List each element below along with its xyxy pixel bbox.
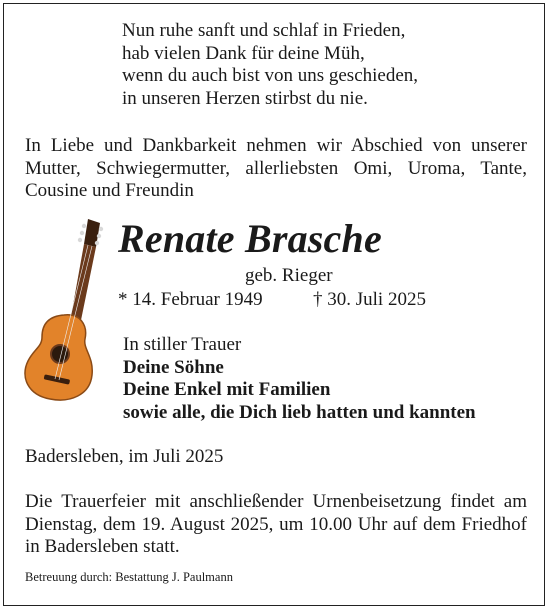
birth-date: * 14. Februar 1949 bbox=[118, 289, 263, 310]
place-date: Badersleben, im Juli 2025 bbox=[25, 446, 224, 467]
mourners-intro: In stiller Trauer bbox=[123, 334, 242, 355]
ceremony-text: Die Trauerfeier mit anschließender Urnenbeisetzung findet am Dienstag, dem 19. August 2025, um 10.00 Uhr auf dem Friedhof in Badersleben statt. bbox=[25, 491, 527, 557]
poem bbox=[122, 20, 418, 110]
mourner-line: sowie alle, die Dich lieb hatten und kannten bbox=[123, 401, 476, 423]
poem-line: wenn du auch bist von uns geschieden, bbox=[122, 65, 419, 86]
poem-line: hab vielen Dank für deine Müh, bbox=[122, 42, 365, 64]
poem-line: in unseren Herzen stirbst du nie. bbox=[122, 87, 368, 109]
birth-name: geb. Rieger bbox=[245, 265, 333, 286]
mourner-line: Deine Söhne bbox=[123, 356, 224, 378]
guitar-icon bbox=[22, 217, 106, 403]
funeral-home-credit: Betreuung durch: Bestattung J. Paulmann bbox=[25, 570, 233, 584]
poem-line: Nun ruhe sanft und schlaf in Frieden, bbox=[122, 20, 406, 41]
intro-text: In Liebe und Dankbarkeit nehmen wir Abschied von unserer Mutter, Schwiegermutter, allerliebsten Omi, Uroma, Tante, Cousine und Freundin bbox=[25, 135, 527, 201]
deceased-name: Renate Brasche bbox=[118, 216, 382, 261]
death-date: † 30. Juli 2025 bbox=[313, 289, 426, 310]
mourner-line: Deine Enkel mit Familien bbox=[123, 379, 331, 400]
life-dates bbox=[118, 289, 426, 311]
mourners bbox=[123, 334, 476, 424]
